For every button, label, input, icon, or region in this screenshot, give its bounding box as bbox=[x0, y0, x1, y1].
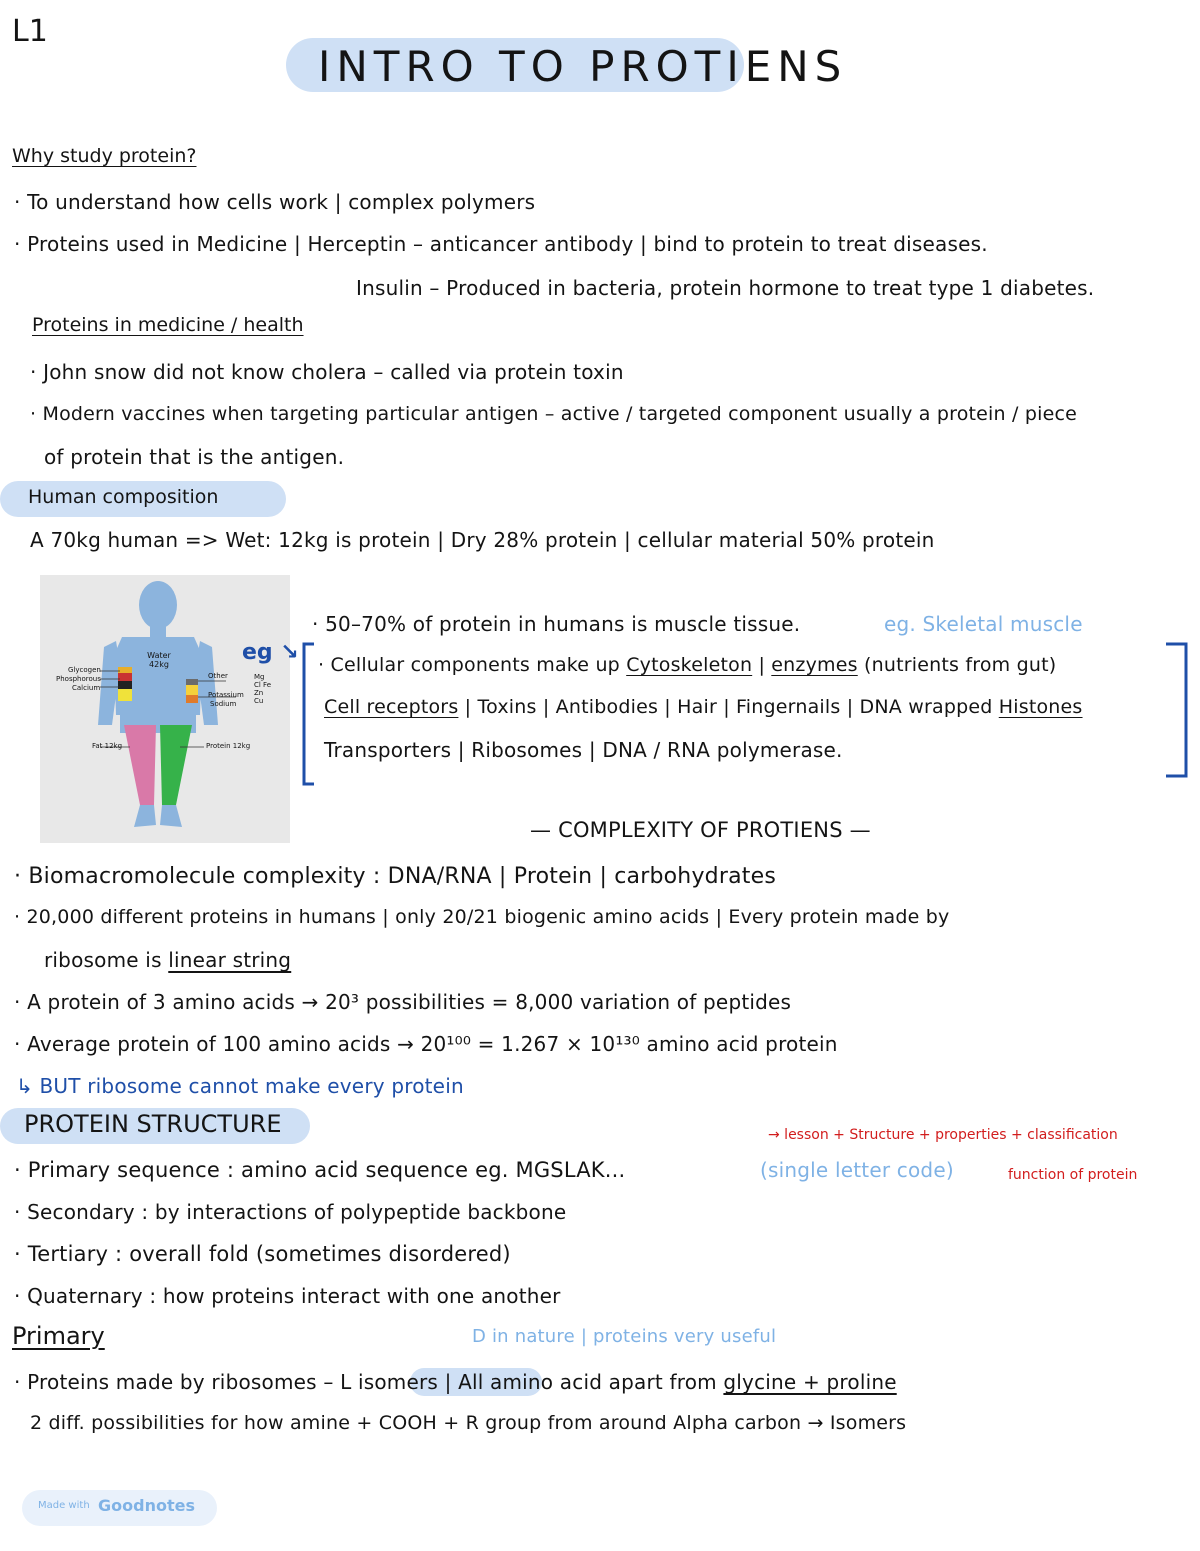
label-calcium: Calcium bbox=[72, 684, 101, 692]
body-composition-diagram bbox=[40, 575, 290, 843]
medicine-line-3: of protein that is the antigen. bbox=[44, 445, 345, 469]
structure-secondary: · Secondary : by interactions of polypeptide backbone bbox=[14, 1200, 567, 1224]
complexity-heading: — COMPLEXITY OF PROTIENS — bbox=[530, 818, 871, 842]
primary-blue-note: D in nature | proteins very useful bbox=[472, 1326, 777, 1347]
complexity-note: ↳ BUT ribosome cannot make every protein bbox=[16, 1074, 464, 1098]
page-label: L1 bbox=[12, 14, 48, 49]
complexity-line-5: · Average protein of 100 amino acids → 20¹⁰⁰ = 1.267 × 10¹³⁰ amino acid protein bbox=[14, 1032, 838, 1056]
complexity-linear-string: linear string bbox=[168, 948, 292, 972]
band-phosphorous bbox=[118, 673, 132, 681]
primary-heading: Primary bbox=[12, 1322, 105, 1350]
label-phosphorous: Phosphorous bbox=[56, 675, 101, 683]
watermark-brand: Goodnotes bbox=[98, 1496, 195, 1515]
band-potassium bbox=[186, 695, 198, 703]
band-yellow bbox=[118, 689, 132, 701]
structure-primary-note: (single letter code) bbox=[760, 1158, 954, 1182]
why-study-line-3: Insulin – Produced in bacteria, protein hormone to treat type 1 diabetes. bbox=[356, 276, 1095, 300]
medicine-line-2: · Modern vaccines when targeting particular antigen – active / targeted component usually a protein / piece bbox=[30, 403, 1078, 425]
eg-arrow-label: eg ↘ bbox=[242, 640, 299, 665]
label-glycogen: Glycogen bbox=[68, 666, 101, 674]
muscle-b1-sep: | bbox=[758, 654, 766, 676]
muscle-line-4: Transporters | Ribosomes | DNA / RNA polymerase. bbox=[324, 738, 843, 762]
label-protein: Protein 12kg bbox=[206, 742, 251, 750]
left-bracket bbox=[298, 642, 318, 786]
band-calcium bbox=[118, 681, 132, 689]
structure-heading: PROTEIN STRUCTURE bbox=[24, 1110, 282, 1138]
human-composition-line: A 70kg human => Wet: 12kg is protein | Dry 28% protein | cellular material 50% protein bbox=[30, 528, 935, 552]
body-foot-left bbox=[134, 805, 156, 827]
complexity-line-3a: ribosome is bbox=[44, 948, 162, 972]
primary-line-1 bbox=[14, 1370, 897, 1394]
label-minerals: Mg Cl Fe Zn Cu bbox=[254, 673, 272, 705]
complexity-line-3 bbox=[44, 948, 291, 972]
structure-red-note-2: function of protein bbox=[1008, 1167, 1138, 1183]
body-neck bbox=[150, 625, 166, 637]
human-composition-heading: Human composition bbox=[28, 486, 219, 508]
muscle-b2-mid: | Toxins | Antibodies | Hair | Fingernails | DNA wrapped bbox=[464, 696, 993, 718]
muscle-line-1: · 50–70% of protein in humans is muscle tissue. bbox=[312, 612, 801, 636]
primary-line-1-tail: | All amino acid apart from bbox=[444, 1370, 717, 1394]
muscle-line-2 bbox=[318, 654, 1056, 676]
complexity-line-1: · Biomacromolecule complexity : DNA/RNA | Protein | carbohydrates bbox=[14, 864, 776, 889]
right-bracket bbox=[1162, 640, 1192, 780]
body-figure-svg bbox=[40, 575, 290, 843]
muscle-cytoskeleton: Cytoskeleton bbox=[626, 654, 753, 676]
why-study-heading: Why study protein? bbox=[12, 145, 197, 167]
structure-tertiary: · Tertiary : overall fold (sometimes disordered) bbox=[14, 1242, 511, 1266]
label-other: Other bbox=[208, 672, 228, 680]
structure-quaternary: · Quaternary : how proteins interact with one another bbox=[14, 1284, 561, 1308]
band-glycogen bbox=[118, 667, 132, 673]
body-leg-protein bbox=[160, 725, 192, 805]
label-water: Water 42kg bbox=[147, 651, 171, 669]
body-leg-fat bbox=[124, 725, 156, 805]
structure-red-note-1: → lesson + Structure + properties + classification bbox=[768, 1127, 1118, 1143]
primary-glycine-proline: glycine + proline bbox=[723, 1370, 897, 1394]
page-title: INTRO TO PROTIENS bbox=[318, 42, 848, 91]
muscle-histones: Histones bbox=[998, 696, 1083, 718]
complexity-line-2: · 20,000 different proteins in humans | only 20/21 biogenic amino acids | Every protein made by bbox=[14, 906, 950, 928]
muscle-b1-tail: (nutrients from gut) bbox=[864, 654, 1057, 676]
band-other bbox=[186, 679, 198, 685]
medicine-line-1: · John snow did not know cholera – called via protein toxin bbox=[30, 360, 624, 384]
body-foot-right bbox=[160, 805, 182, 827]
band-minerals bbox=[186, 685, 198, 695]
muscle-cell-receptors: Cell receptors bbox=[324, 696, 459, 718]
muscle-enzymes: enzymes bbox=[771, 654, 858, 676]
muscle-line-3 bbox=[324, 696, 1083, 718]
why-study-line-1: · To understand how cells work | complex polymers bbox=[14, 190, 536, 214]
primary-line-1a: · Proteins made by ribosomes – bbox=[14, 1370, 334, 1394]
primary-l-isomers: L isomers bbox=[340, 1370, 439, 1394]
label-potassium: Potassium bbox=[208, 691, 244, 699]
label-fat: Fat 12kg bbox=[92, 742, 123, 750]
primary-line-2: 2 diff. possibilities for how amine + COOH + R group from around Alpha carbon → Isomers bbox=[30, 1412, 907, 1434]
muscle-b1: · Cellular components make up bbox=[318, 654, 620, 676]
body-head bbox=[139, 581, 177, 629]
why-study-line-2: · Proteins used in Medicine | Herceptin – anticancer antibody | bind to protein to treat diseases. bbox=[14, 232, 988, 256]
label-sodium: Sodium bbox=[210, 700, 237, 708]
medicine-heading: Proteins in medicine / health bbox=[32, 314, 304, 336]
muscle-eg: eg. Skeletal muscle bbox=[884, 612, 1083, 636]
structure-primary: · Primary sequence : amino acid sequence eg. MGSLAK... bbox=[14, 1158, 626, 1182]
complexity-line-4: · A protein of 3 amino acids → 20³ possibilities = 8,000 variation of peptides bbox=[14, 990, 792, 1014]
watermark-made-with: Made with bbox=[38, 1500, 90, 1511]
